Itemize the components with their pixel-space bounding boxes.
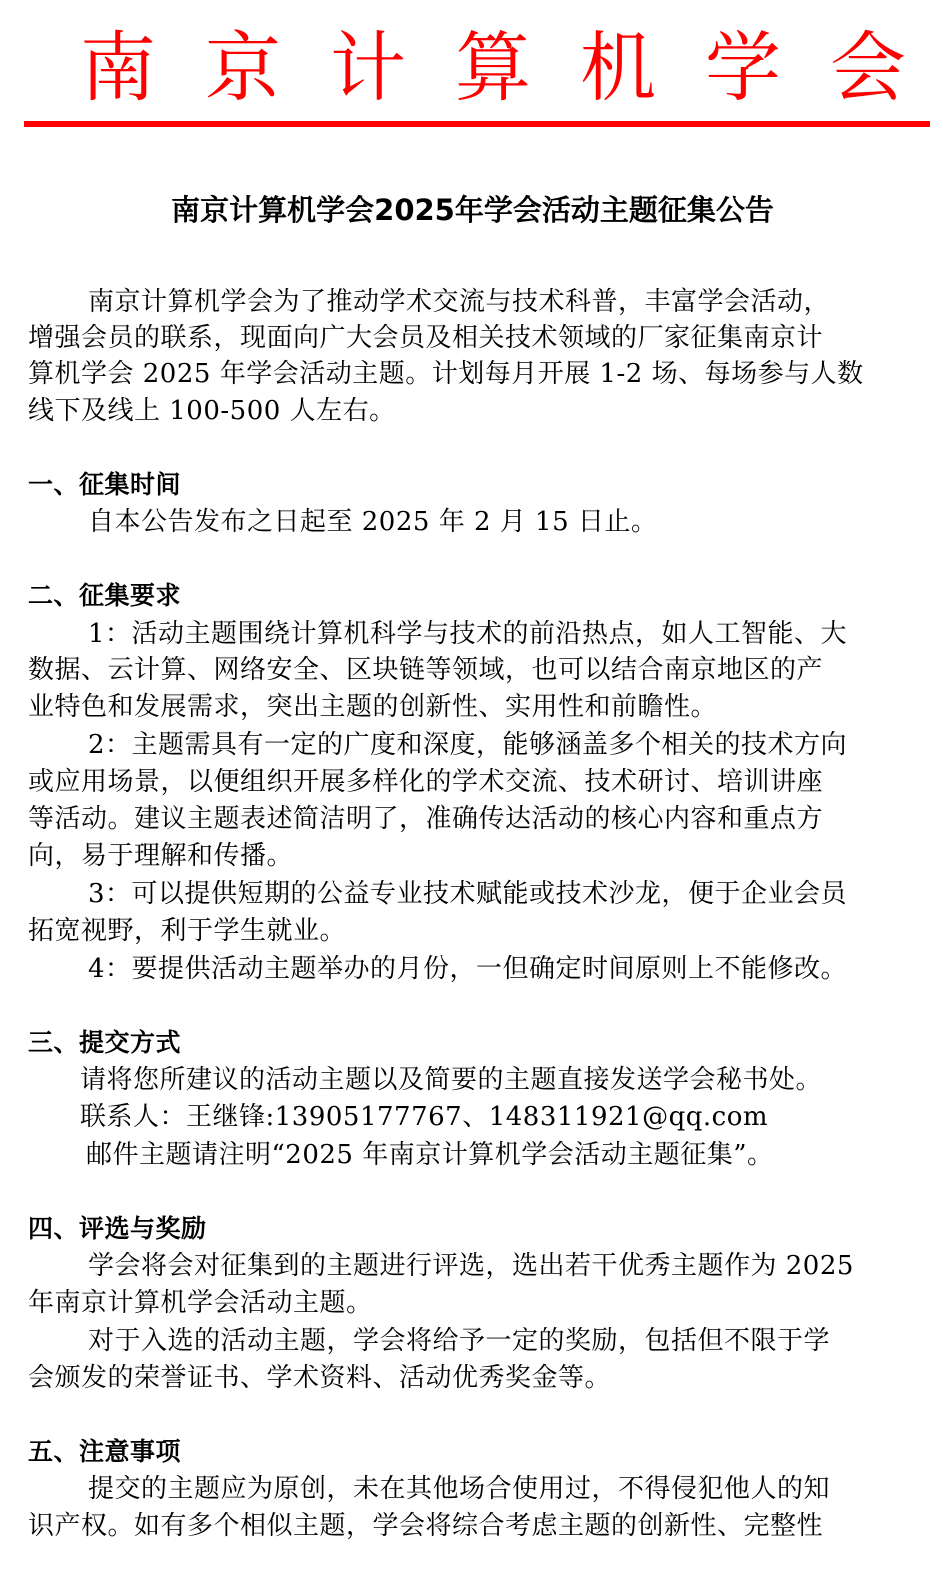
section-line: 2：主题需具有一定的广度和深度，能够涵盖多个相关的技术方向	[88, 730, 848, 760]
section-line: 对于入选的活动主题，学会将给予一定的奖励，包括但不限于学	[88, 1326, 831, 1356]
intro-line: 增强会员的联系，现面向广大会员及相关技术领域的厂家征集南京计	[28, 323, 824, 353]
masthead-char: 南	[80, 23, 156, 112]
section-line: 向，易于理解和传播。	[28, 841, 294, 871]
section-heading: 四、评选与奖励	[28, 1214, 207, 1243]
section-line: 业特色和发展需求，突出主题的创新性、实用性和前瞻性。	[28, 692, 718, 722]
masthead-char: 会	[830, 23, 906, 112]
contact-line: 联系人：王继锋:13905177767、148311921@qq.com	[80, 1102, 769, 1132]
masthead-char: 学	[705, 23, 781, 112]
section-heading: 一、征集时间	[28, 470, 182, 499]
section-heading: 五、注意事项	[28, 1437, 182, 1466]
section-line: 会颁发的荣誉证书、学术资料、活动优秀奖金等。	[28, 1363, 612, 1393]
section-line: 等活动。建议主题表述简洁明了，准确传达活动的核心内容和重点方	[28, 804, 824, 834]
section-line: 请将您所建议的活动主题以及简要的主题直接发送学会秘书处。	[80, 1065, 823, 1095]
masthead-char: 机	[580, 23, 656, 112]
section-line: 年南京计算机学会活动主题。	[28, 1288, 373, 1318]
masthead-divider	[24, 121, 930, 127]
section-line: 4：要提供活动主题举办的月份，一但确定时间原则上不能修改。	[88, 954, 848, 984]
intro-line: 线下及线上 100-500 人左右。	[28, 396, 396, 426]
masthead	[0, 18, 945, 118]
intro-line: 算机学会 2025 年学会活动主题。计划每月开展 1-2 场、每场参与人数	[28, 359, 864, 389]
section-heading: 三、提交方式	[28, 1028, 182, 1057]
section-line: 数据、云计算、网络安全、区块链等领域，也可以结合南京地区的产	[28, 655, 824, 685]
section-line: 邮件主题请注明“2025 年南京计算机学会活动主题征集”。	[86, 1140, 774, 1170]
section-line: 学会将会对征集到的主题进行评选，选出若干优秀主题作为 2025	[88, 1251, 854, 1281]
section-line: 或应用场景，以便组织开展多样化的学术交流、技术研讨、培训讲座	[28, 767, 824, 797]
intro-line: 南京计算机学会为了推动学术交流与技术科普，丰富学会活动，	[88, 287, 831, 317]
masthead-char: 算	[455, 23, 531, 112]
section-line: 1：活动主题围绕计算机科学与技术的前沿热点，如人工智能、大	[88, 619, 848, 649]
masthead-char: 计	[330, 23, 406, 112]
section-line: 自本公告发布之日起至 2025 年 2 月 15 日止。	[88, 507, 658, 537]
document-title: 南京计算机学会2025年学会活动主题征集公告	[171, 193, 774, 227]
masthead-char: 京	[205, 23, 281, 112]
section-line: 拓宽视野，利于学生就业。	[28, 916, 347, 946]
section-heading: 二、征集要求	[28, 581, 182, 610]
section-line: 识产权。如有多个相似主题，学会将综合考虑主题的创新性、完整性	[28, 1511, 824, 1541]
section-line: 3：可以提供短期的公益专业技术赋能或技术沙龙，便于企业会员	[88, 879, 848, 909]
section-line: 提交的主题应为原创，未在其他场合使用过，不得侵犯他人的知	[88, 1474, 831, 1504]
